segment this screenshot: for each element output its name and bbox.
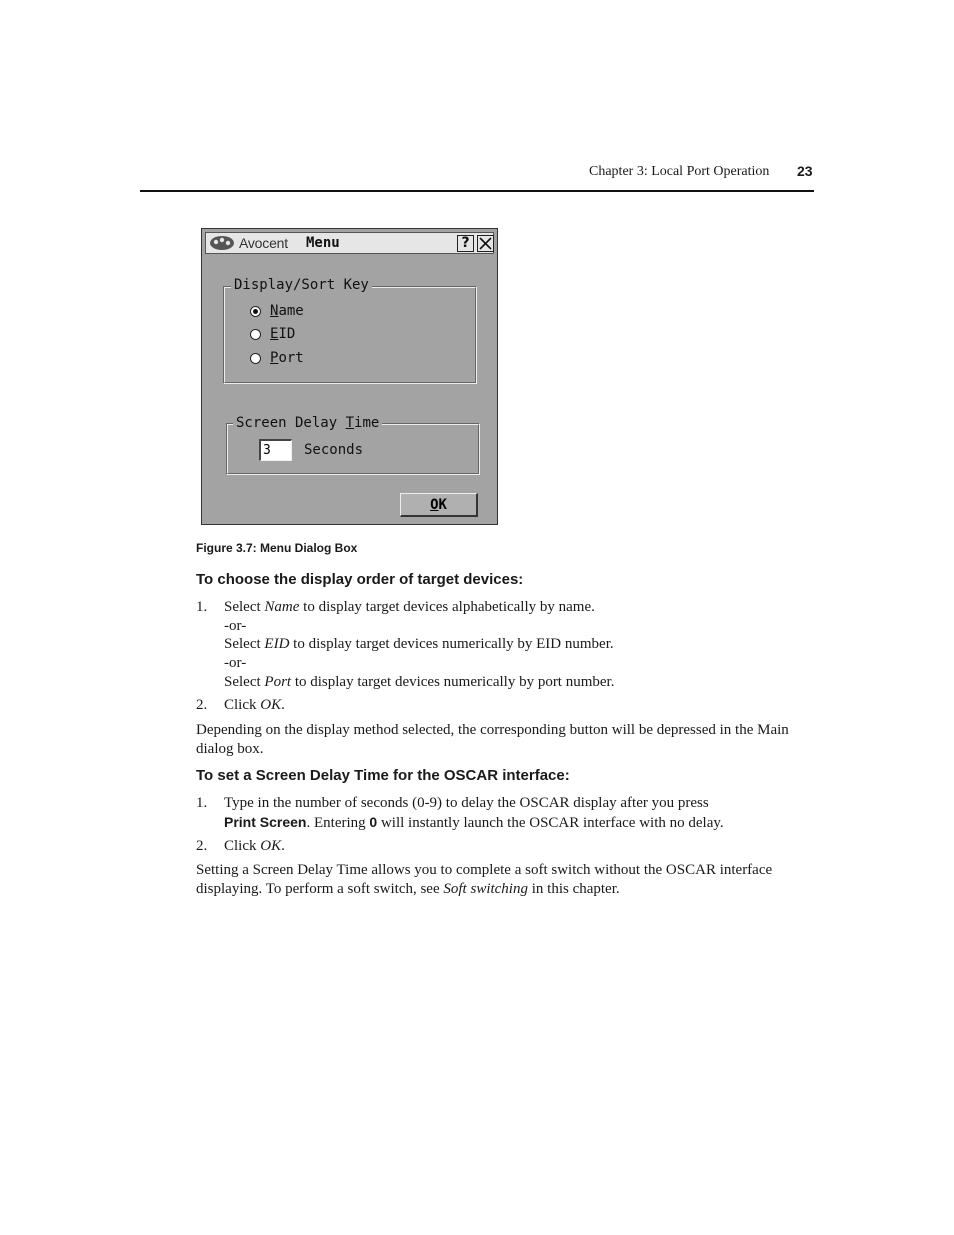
figure-caption: Figure 3.7: Menu Dialog Box — [196, 541, 358, 555]
note-paragraph: Setting a Screen Delay Time allows you to complete a soft switch without the OSCAR interface displaying. To perform a soft switch, see Soft switching in this chapter. — [196, 862, 773, 897]
note-paragraph: Depending on the display method selected, the corresponding button will be depressed in the Main dialog box. — [196, 722, 789, 757]
display-sort-group-label: Display/Sort Key — [231, 277, 372, 293]
step-number: 1. — [196, 599, 208, 615]
step-text: Click OK. — [224, 838, 285, 854]
ok-button[interactable]: OK — [400, 493, 478, 517]
step-text: Print Screen. Entering 0 will instantly launch the OSCAR interface with no delay. — [224, 814, 724, 831]
dialog-title: Menu — [306, 235, 340, 251]
step-number: 2. — [196, 697, 208, 713]
page-number: 23 — [797, 163, 813, 179]
header-rule — [140, 190, 814, 192]
radio-port-indicator[interactable] — [250, 353, 261, 364]
step-text: Type in the number of seconds (0-9) to delay the OSCAR display after you press — [224, 795, 709, 811]
dialog-titlebar — [205, 232, 494, 254]
key-print-screen: Print Screen — [224, 814, 307, 830]
delay-group-label: Screen Delay Time — [233, 415, 382, 431]
step-text: Select EID to display target devices numerically by EID number. — [224, 636, 614, 652]
or-separator: -or- — [224, 655, 247, 671]
radio-name-indicator[interactable] — [250, 306, 261, 317]
display-sort-groupbox — [223, 286, 477, 384]
radio-eid-indicator[interactable] — [250, 329, 261, 340]
close-icon — [478, 236, 493, 251]
or-separator: -or- — [224, 618, 247, 634]
step-number: 2. — [196, 838, 208, 854]
menu-dialog — [201, 228, 498, 525]
brand-name: Avocent — [239, 235, 288, 251]
seconds-label: Seconds — [304, 442, 364, 458]
procedure-heading-screen-delay: To set a Screen Delay Time for the OSCAR interface: — [196, 767, 570, 784]
step-text: Click OK. — [224, 697, 285, 713]
step-text: Select Name to display target devices alphabetically by name. — [224, 599, 595, 615]
step-number: 1. — [196, 795, 208, 811]
close-button[interactable] — [477, 235, 494, 252]
help-button[interactable]: ? — [457, 235, 474, 252]
screen-delay-input[interactable] — [259, 439, 292, 461]
radio-eid-label: EID — [270, 326, 296, 342]
procedure-heading-display-order: To choose the display order of target devices: — [196, 571, 524, 588]
step-text: Select Port to display target devices numerically by port number. — [224, 674, 615, 690]
radio-name-label: Name — [270, 303, 304, 319]
radio-port-label: Port — [270, 350, 304, 366]
avocent-logo-icon — [209, 235, 235, 251]
running-head: Chapter 3: Local Port Operation — [589, 164, 770, 179]
